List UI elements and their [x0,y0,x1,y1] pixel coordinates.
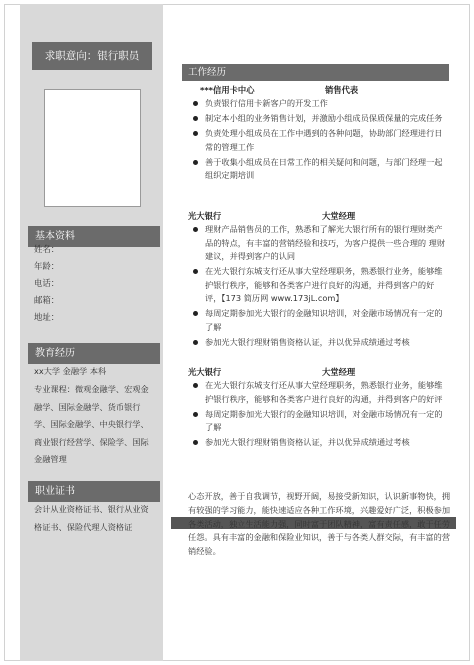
list-item: 善于收集小组成员在日常工作的相关疑问和问题，与部门经理一起组织定期培训 [192,156,450,183]
education-courses: 专业课程：微观金融学、宏观金融学、国际金融学、货币银行学、国际金融学、中央银行学、商业银行经营学、保险学、国际金融管理 [34,384,149,465]
bullet-dot-icon [193,440,198,445]
bullet-dot-icon [193,160,198,165]
bullet-dot-icon [193,131,198,136]
job-1-duties [192,97,450,184]
list-item: 每周定期参加光大银行的金融知识培训，对金融市场情况有一定的了解 [192,408,450,435]
list-item: 负责处理小组成员在工作中遇到的各种问题，协助部门经理进行日常的管理工作 [192,127,450,154]
address-label: 地址： [34,312,60,322]
basic-info-heading: 基本资料 [28,226,160,247]
certificates-heading: 职业证书 [28,481,160,502]
bullet-dot-icon [193,269,198,274]
job-2-position: 大堂经理 [322,211,356,221]
bullet-dot-icon [193,383,198,388]
job-objective: 求职意向：银行职员 [32,42,152,70]
job-2-duties [192,223,450,351]
age-label: 年龄： [34,261,60,271]
list-item: 在光大银行东城支行还从事大堂经理职务，熟悉银行业务，能够维护银行秩序，能够和各类客户进行良好的沟通，并得到客户的好评，【173 简历网 www.173jL.com】 [192,265,450,306]
job-2-company: 光大银行 [188,211,222,221]
self-summary [188,490,450,559]
certificates-text: 会计从业资格证书、银行从业资格证书、保险代理人资格证 [34,504,149,532]
list-item: 负责银行信用卡新客户的开发工作 [192,97,450,111]
work-experience-heading: 工作经历 [182,64,449,81]
email-label: 邮箱： [34,295,60,305]
education-degree: xx大学 金融学 本科 [34,366,107,376]
job-3-company: 光大银行 [188,367,222,377]
list-item: 参加光大银行理财销售资格认证，并以优异成绩通过考核 [192,336,450,350]
list-item: 理财产品销售员的工作，熟悉和了解光大银行所有的银行理财类产品的特点，有丰富的营销经验和技巧，为客户提供一些合理的 理财建议，并得到客户的认同 [192,223,450,264]
bullet-dot-icon [193,116,198,121]
phone-label: 电话： [34,278,60,288]
education-heading: 教育经历 [28,343,160,364]
name-label: 姓名： [34,244,60,254]
basic-info-fields [34,241,59,326]
job-1-position: 销售代表 [325,85,359,95]
bullet-dot-icon [193,101,198,106]
job-1-company: ***信用卡中心 [200,85,255,95]
list-item: 参加光大银行理财销售资格认证，并以优异成绩通过考核 [192,436,450,450]
list-item: 每周定期参加光大银行的金融知识培训，对金融市场情况有一定的了解 [192,307,450,334]
list-item: 在光大银行东城支行还从事大堂经理职务，熟悉银行业务，能够维护银行秩序，能够和各类客户进行良好的沟通，并得到客户的好评 [192,379,450,406]
self-summary-text: 心态开放，善于自我调节，视野开阔，易接受新知识，认识新事物快，拥有较强的学习能力，能快速适应各种工作环境，兴趣爱好广泛，积极参加各类活动，独立生活能力强，同时富于团队精神，富有责任感，敢于任劳任怨。具有丰富的金融和保险业知识，善于与各类人群交际，有丰富的营销经验。 [188,491,451,557]
job-3-position: 大堂经理 [322,367,356,377]
bullet-dot-icon [193,340,198,345]
bullet-dot-icon [193,412,198,417]
photo-placeholder [44,89,141,207]
bullet-dot-icon [193,311,198,316]
job-3-duties [192,379,450,451]
bullet-dot-icon [193,227,198,232]
list-item: 制定本小组的业务销售计划，并激励小组成员保质保量的完成任务 [192,112,450,126]
